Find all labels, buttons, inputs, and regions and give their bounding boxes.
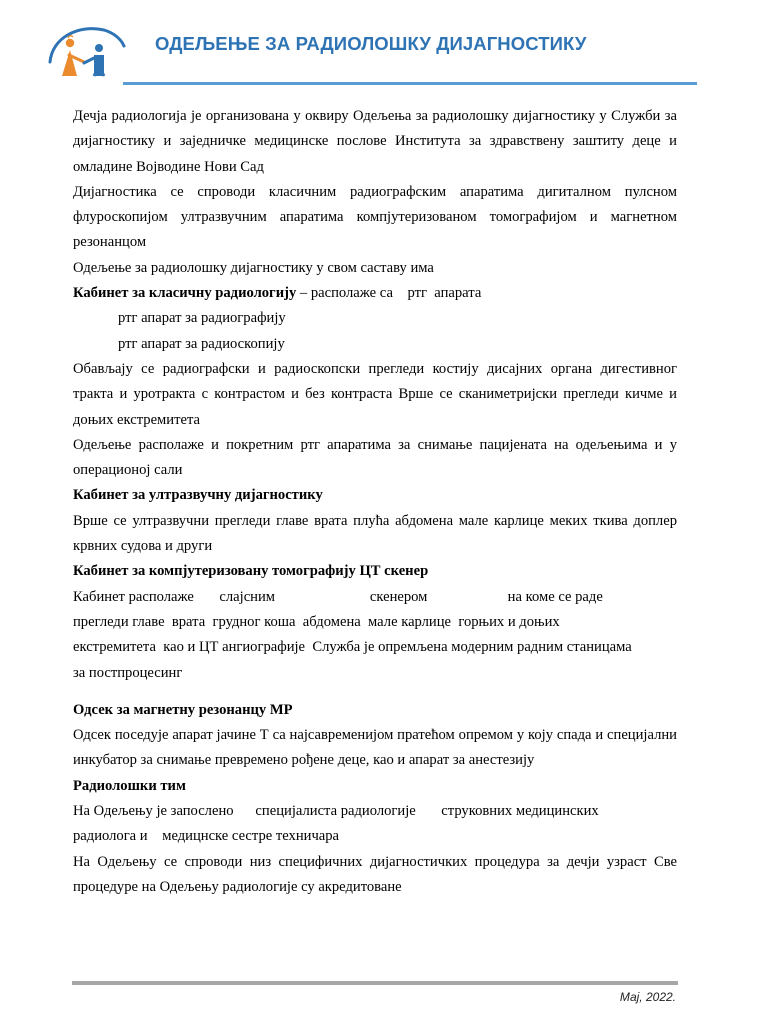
classic-heading: Кабинет за класичну радиологију (73, 285, 297, 302)
document-body (73, 104, 677, 900)
footer-divider (72, 981, 678, 985)
ct-line-4: за постпроцесинг (73, 664, 183, 681)
us-heading: Кабинет за ултразвучну дијагностику (73, 487, 323, 504)
classic-item-1: ртг апарат за радиографију (118, 310, 286, 327)
classic-item-2: ртг апарат за радиоскопију (118, 335, 285, 352)
diagnostics-paragraph: Дијагностика се спроводи класичним радиографским апаратима дигиталном пулсном флуроскопијом ултразвучним апаратима компјутеризованом томографијом и магнетном резонанцом (73, 183, 677, 251)
team-heading: Радиолошки тим (73, 777, 186, 794)
us-exams-paragraph: Врше се ултразвучни прегледи главе врата плућа абдомена мале карлице меких ткива доплер крвних судова и други (73, 512, 677, 555)
closing-paragraph: На Одељењу се спроводи низ специфичних дијагностичких процедура за дечји узраст Све процедуре на Одељењу радиологије су акредитоване (73, 853, 677, 895)
ct-line-3: екстремитета као и ЦТ ангиографије Служба је опремљена модерним радним станицама (73, 639, 632, 656)
ct-line-2: прегледи главе врата грудног коша абдомена мале карлице горњих и доњих (73, 613, 560, 630)
page-title: ОДЕЉЕЊЕ ЗА РАДИОЛОШКУ ДИЈАГНОСТИКУ (155, 33, 587, 54)
ct-heading: Кабинет за компјутеризовану томографију ЦТ скенер (73, 563, 429, 580)
footer-date: Мај, 2022. (619, 990, 676, 1004)
institute-logo (44, 22, 126, 84)
classic-section (73, 281, 677, 306)
team-line-2: радиолога и медицнске сестре техничара (73, 828, 340, 845)
header-divider (123, 82, 697, 85)
team-line-1: На Одељењу је запослено специјалиста радиологије струковних медицинских (73, 803, 599, 820)
classic-rest: – располаже са ртг апарата (296, 285, 482, 302)
ct-line-1: Кабинет располаже слајсним скенером на коме се раде (73, 588, 603, 605)
intro-paragraph: Дечја радиологија је организована у оквиру Одељења за радиолошку дијагностику у Служби за дијагностику и заједничке медицинске послове Института за здравствену заштиту деце и омладине Војводине Нови Сад (73, 108, 677, 175)
mobile-paragraph: Одељење располаже и покретним ртг апаратима за снимање пацијената на одељењима и у операционој сали (73, 436, 677, 479)
mr-heading: Одсек за магнетну резонанцу МР (73, 701, 293, 718)
composition-paragraph: Одељење за радиолошку дијагностику у свом саставу има (73, 259, 434, 276)
mr-paragraph: Одсек поседује апарат јачине Т са најсавременијом пратећом опремом у коју спада и специјални инкубатор за снимање превремено рођене деце, као и апарат за анестезију (73, 727, 677, 769)
classic-exams-paragraph: Обављају се радиографски и радиоскопски прегледи костију дисајних органа дигестивног тракта и уротракта с контрастом и без контраста Врше се сканиметријски прегледи кичме и доњих екстремитета (73, 360, 677, 428)
